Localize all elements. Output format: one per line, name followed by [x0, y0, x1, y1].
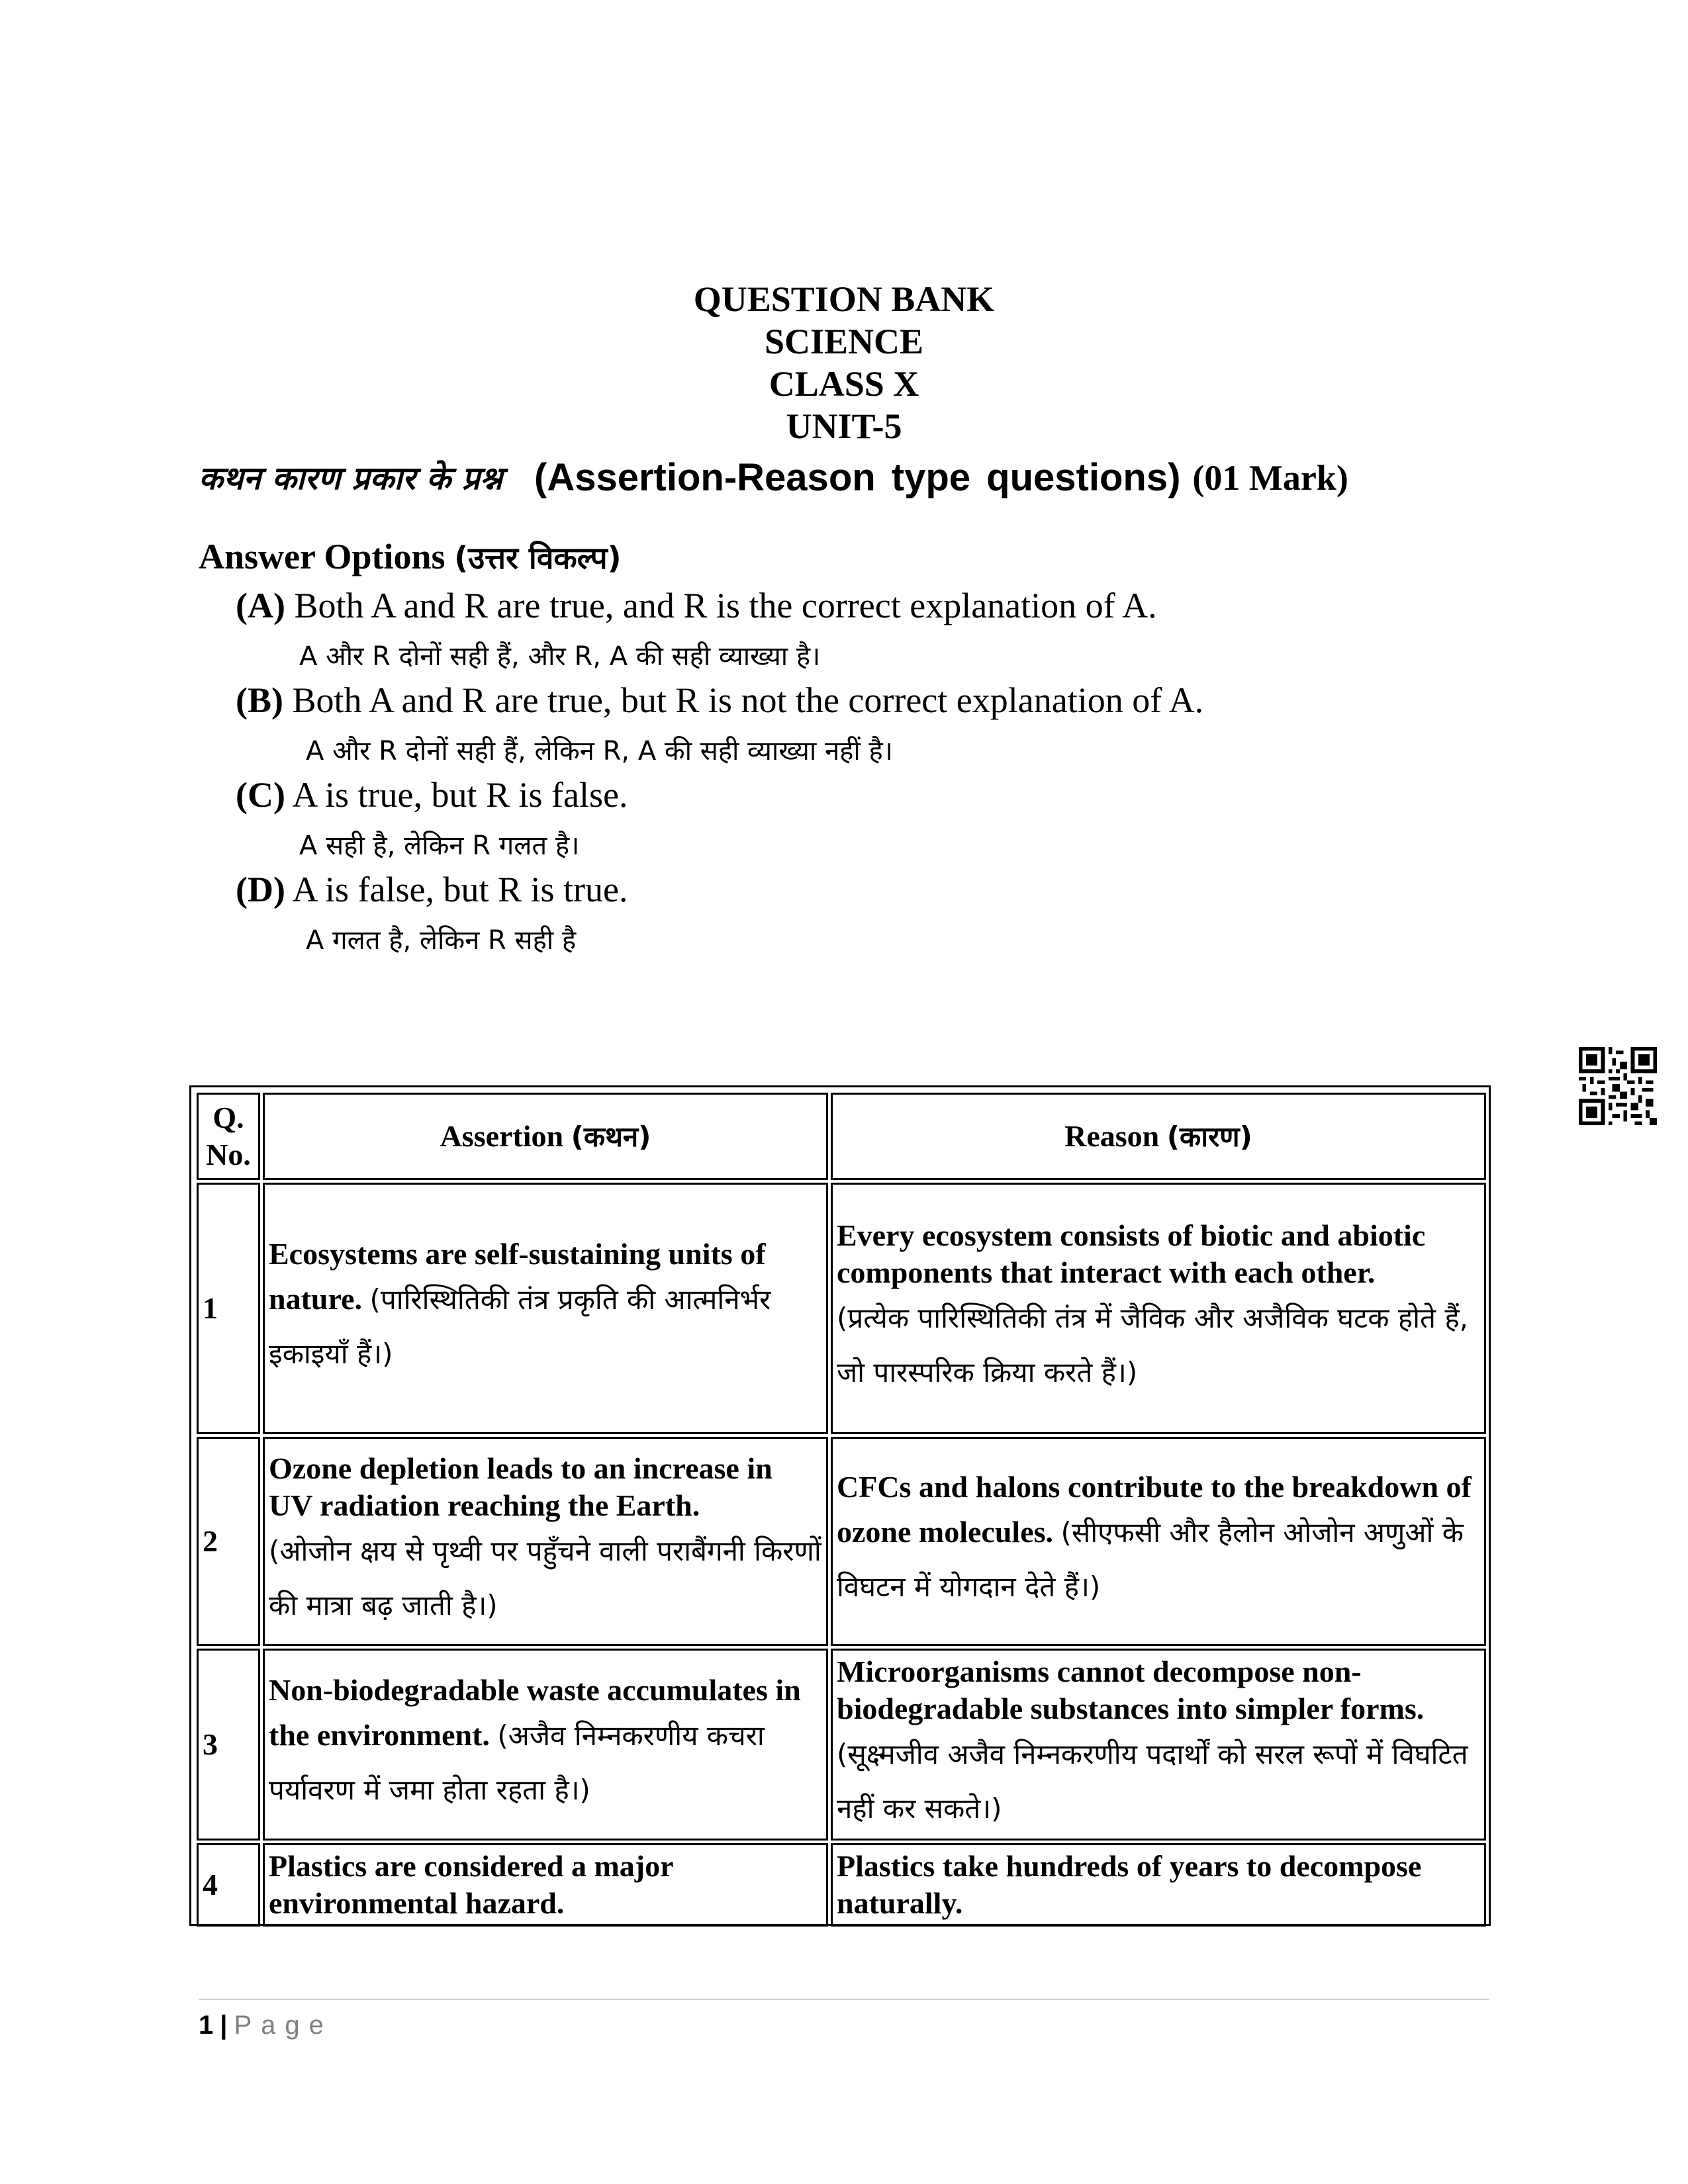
table-row	[197, 1437, 1486, 1646]
reason-text: CFCs and halons contribute to the breakdown of ozone molecules.	[837, 1470, 1472, 1549]
header-assertion-text: Assertion	[440, 1118, 564, 1153]
table-row	[197, 1183, 1486, 1434]
assertion-text: Non-biodegradable waste accumulates in the environment.	[269, 1673, 801, 1752]
answer-option-b	[236, 680, 1203, 721]
answer-options-heading-hindi: (उत्तर विकल्प)	[454, 540, 622, 576]
option-label: (A)	[236, 586, 285, 625]
qr-code-icon	[1579, 1047, 1657, 1125]
header-reason	[831, 1093, 1486, 1180]
option-text: Both A and R are true, but R is not the correct explanation of A.	[292, 680, 1204, 720]
option-text: A is false, but R is true.	[292, 870, 628, 909]
footer-divider	[199, 1999, 1489, 2000]
question-table	[194, 1090, 1489, 1929]
subtitle-marks: (01 Mark)	[1192, 457, 1348, 498]
subtitle-english: (Assertion-Reason type questions)	[534, 456, 1181, 499]
title-line: UNIT-5	[786, 406, 902, 446]
page-label: Page	[234, 2011, 333, 2040]
reason-cell	[831, 1649, 1486, 1841]
reason-text: Microorganisms cannot decompose non-biodegradable substances into simpler forms.	[837, 1655, 1425, 1725]
assertion-cell	[263, 1649, 828, 1841]
table-row	[197, 1649, 1486, 1841]
assertion-text: Ozone depletion leads to an increase in UV radiation reaching the Earth.	[269, 1451, 773, 1522]
answer-option-d	[236, 869, 628, 910]
option-label: (D)	[236, 870, 285, 909]
table-row	[197, 1843, 1486, 1927]
assertion-hindi: (ओजोन क्षय से पृथ्वी पर पहुँचने वाली पराबैंगनी किरणों की मात्रा बढ़ जाती है।)	[269, 1535, 821, 1621]
footer-separator: |	[220, 2011, 228, 2040]
assertion-hindi: (पारिस्थितिकी तंत्र प्रकृति की आत्मनिर्भर इकाइयाँ हैं।)	[269, 1283, 771, 1370]
row-number: 3	[197, 1649, 260, 1841]
reason-hindi: (प्रत्येक पारिस्थितिकी तंत्र में जैविक और अजैविक घटक होते हैं, जो पारस्परिक क्रिया करते हैं।)	[837, 1302, 1468, 1388]
assertion-cell	[263, 1437, 828, 1646]
reason-hindi: (सीएफसी और हैलोन ओजोन अणुओं के विघटन में योगदान देते हैं।)	[837, 1516, 1464, 1603]
assertion-hindi: (अजैव निम्नकरणीय कचरा पर्यावरण में जमा होता रहता है।)	[269, 1719, 765, 1806]
header-assertion-hindi: (कथन)	[571, 1120, 651, 1153]
section-subtitle	[199, 455, 1489, 500]
option-label: (C)	[236, 775, 285, 815]
assertion-text: Plastics are considered a major environmental hazard.	[269, 1849, 673, 1920]
reason-text: Plastics take hundreds of years to decompose naturally.	[837, 1849, 1422, 1920]
answer-options-heading-text: Answer Options	[199, 537, 445, 576]
title-block	[0, 278, 1688, 447]
reason-cell	[831, 1843, 1486, 1927]
title-line: SCIENCE	[764, 322, 924, 361]
row-number: 1	[197, 1183, 260, 1434]
answer-option-a-hindi: A और R दोनों सही हैं, और R, A की सही व्याख्या है।	[299, 641, 821, 672]
header-qno: Q. No.	[197, 1093, 260, 1180]
subtitle-hindi: कथन कारण प्रकार के प्रश्न	[199, 460, 503, 497]
header-reason-text: Reason	[1064, 1118, 1160, 1153]
answer-options-heading	[199, 536, 622, 578]
answer-option-c	[236, 774, 628, 815]
reason-cell	[831, 1183, 1486, 1434]
table-header-row	[197, 1093, 1486, 1180]
title-line: CLASS X	[769, 364, 919, 404]
answer-option-c-hindi: A सही है, लेकिन R गलत है।	[299, 831, 580, 861]
assertion-reason-table	[189, 1085, 1491, 1926]
assertion-cell	[263, 1843, 828, 1927]
reason-hindi: (सूक्ष्मजीव अजैव निम्नकरणीय पदार्थों को सरल रूपों में विघटित नहीं कर सकते।)	[837, 1738, 1468, 1825]
assertion-cell	[263, 1183, 828, 1434]
option-text: A is true, but R is false.	[292, 775, 628, 815]
answer-option-b-hindi: A और R दोनों सही हैं, लेकिन R, A की सही व्याख्या नहीं है।	[306, 736, 893, 766]
row-number: 4	[197, 1843, 260, 1927]
title-line: QUESTION BANK	[693, 279, 995, 319]
assertion-text: Ecosystems are self-sustaining units of nature.	[269, 1237, 766, 1316]
option-label: (B)	[236, 680, 283, 720]
page-number: 1	[199, 2011, 214, 2040]
answer-option-a	[236, 585, 1157, 626]
header-reason-hindi: (कारण)	[1166, 1120, 1252, 1153]
header-assertion	[263, 1093, 828, 1180]
option-text: Both A and R are true, and R is the correct explanation of A.	[294, 586, 1157, 625]
answer-option-d-hindi: A गलत है, लेकिन R सही है	[306, 925, 577, 956]
reason-cell	[831, 1437, 1486, 1646]
page-footer	[199, 2011, 333, 2040]
reason-text: Every ecosystem consists of biotic and abiotic components that interact with each other.	[837, 1218, 1426, 1289]
row-number: 2	[197, 1437, 260, 1646]
